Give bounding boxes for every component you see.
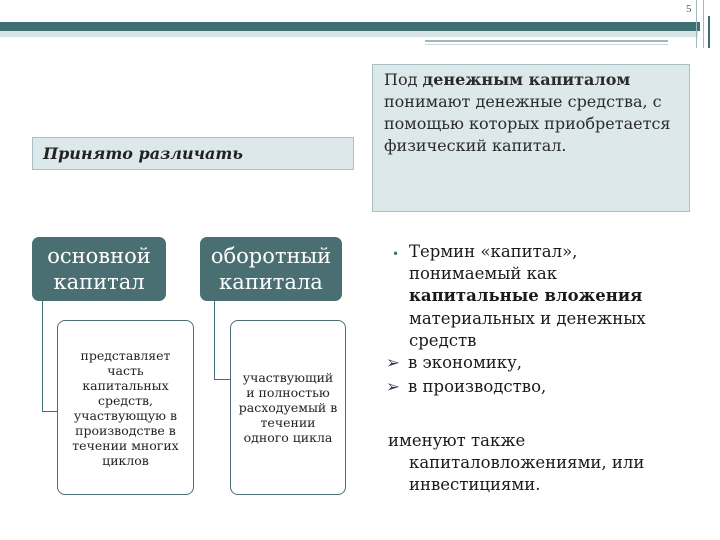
conclusion-line-1: именуют также [388,431,526,450]
working-capital-description-text: участвующий и полностью расходуемый в течении одного цикла [238,370,338,445]
term-text [409,241,689,307]
conclusion-text [388,430,678,496]
connector-line [42,301,43,412]
arrow-icon: ➢ [386,377,400,396]
arrow-list-item [386,376,546,398]
category-working-capital: оборотный капитала [200,237,342,301]
arrow-list-item [386,352,522,374]
top-thin-rule [425,40,668,42]
definition-rest: понимают денежные средства, с помощью которых приобретается физический капитал. [384,92,671,155]
fixed-capital-description-text: представляет часть капитальных средств, участвующую в производстве в течении многих циклов [72,347,179,468]
definition-term: денежным капиталом [422,70,631,89]
top-thin-rule-2 [425,44,668,45]
fixed-capital-description [57,320,194,495]
arrow-icon: ➢ [386,353,400,372]
page-number: 5 [686,3,692,15]
corner-vertical-rule-2 [703,0,704,48]
header-title: Принято различать [43,144,243,163]
definition-text [384,69,684,157]
conclusion-line-2: капиталовложениями, или инвестициями. [409,453,645,494]
working-capital-description [230,320,346,495]
arrow-item-text: в производство, [408,377,547,396]
connector-line [214,379,231,380]
term-rest: материальных и денежных средств [409,309,646,350]
top-light-bar [0,31,698,37]
corner-vertical-rule-3 [708,16,710,48]
term-lead: Термин «капитал», понимаемый как [409,242,578,283]
connector-line [42,411,58,412]
connector-line [214,301,215,380]
corner-vertical-rule [696,0,697,48]
bullet-icon: • [392,247,400,261]
definition-prefix: Под [384,70,423,89]
top-accent-bar [0,22,700,31]
arrow-item-text: в экономику, [408,353,523,372]
term-bold: капитальные вложения [409,286,643,305]
category-fixed-capital: основной капитал [32,237,166,301]
